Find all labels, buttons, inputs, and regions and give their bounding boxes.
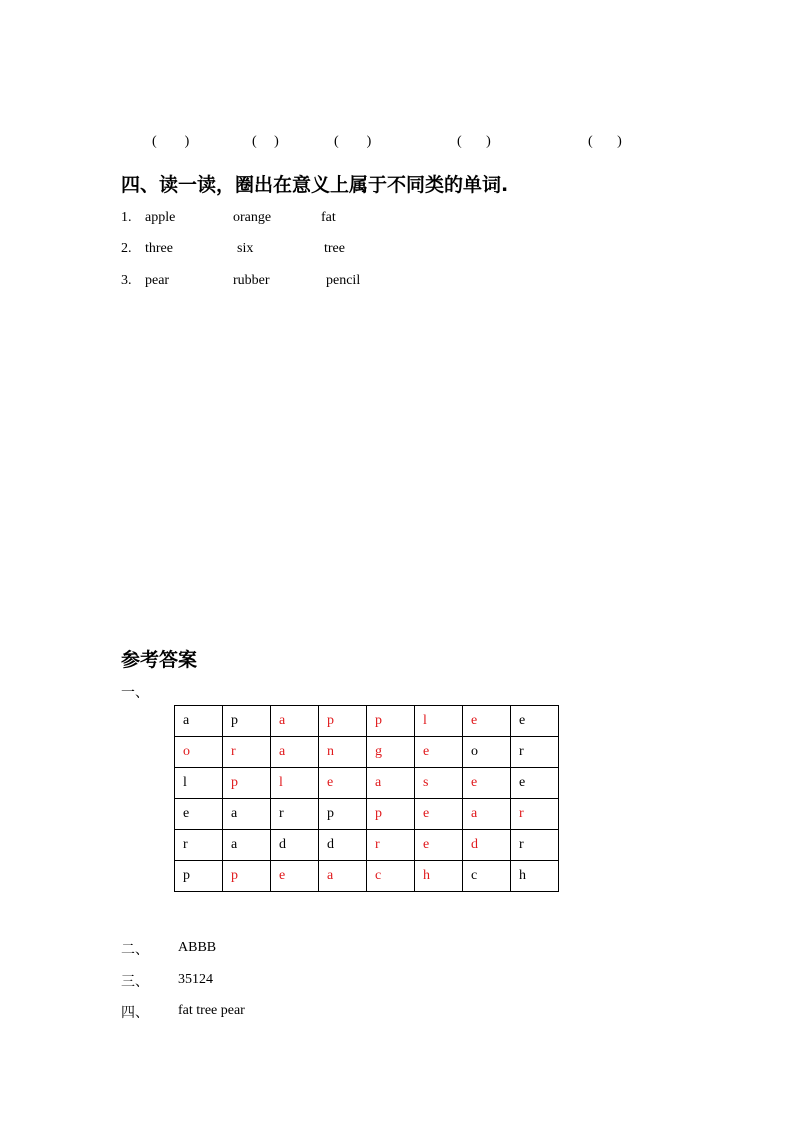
grid-cell: h (415, 861, 463, 892)
word: rubber (233, 273, 270, 288)
grid-cell: p (319, 706, 367, 737)
grid-cell: a (367, 768, 415, 799)
grid-cell: r (271, 799, 319, 830)
word: apple (145, 210, 176, 225)
grid-cell: a (175, 706, 223, 737)
grid-cell: l (175, 768, 223, 799)
answer-blank-1: ( ) (152, 134, 190, 149)
answer-blank-3: ( ) (334, 134, 372, 149)
grid-cell: e (319, 768, 367, 799)
grid-row (175, 861, 559, 892)
answer-blank-4: ( ) (457, 134, 491, 149)
answer-part-2-value: ABBB (178, 940, 217, 955)
word: orange (233, 210, 272, 225)
grid-cell: p (223, 706, 271, 737)
grid-cell: e (415, 830, 463, 861)
grid-cell: h (511, 861, 559, 892)
word: fat (321, 210, 336, 225)
grid-cell: e (463, 706, 511, 737)
grid-cell: n (319, 737, 367, 768)
grid-cell: e (415, 737, 463, 768)
grid-cell: e (511, 768, 559, 799)
grid-cell: c (463, 861, 511, 892)
grid-row (175, 706, 559, 737)
grid-cell: d (319, 830, 367, 861)
grid-cell: a (223, 830, 271, 861)
grid-cell: l (271, 768, 319, 799)
grid-cell: d (463, 830, 511, 861)
answer-part-4-label: 四、 (121, 1005, 149, 1021)
grid-cell: a (463, 799, 511, 830)
grid-cell: r (367, 830, 415, 861)
grid-cell: s (415, 768, 463, 799)
grid-cell: e (175, 799, 223, 830)
grid-cell: g (367, 737, 415, 768)
answer-blank-5: ( ) (588, 134, 622, 149)
item-number: 1. (121, 210, 132, 225)
grid-cell: e (511, 706, 559, 737)
grid-cell: r (511, 799, 559, 830)
grid-cell: o (175, 737, 223, 768)
grid-cell: o (463, 737, 511, 768)
word: tree (324, 241, 345, 256)
grid-row (175, 737, 559, 768)
grid-cell: p (319, 799, 367, 830)
grid-cell: r (511, 737, 559, 768)
grid-row (175, 799, 559, 830)
answer-part-1-label: 一、 (121, 685, 149, 701)
word: six (237, 241, 254, 256)
grid-cell: r (223, 737, 271, 768)
grid-cell: p (367, 799, 415, 830)
item-number: 2. (121, 241, 132, 256)
grid-cell: p (175, 861, 223, 892)
answers-title: 参考答案 (121, 649, 198, 671)
word: three (145, 241, 173, 256)
grid-cell: a (271, 706, 319, 737)
grid-cell: p (367, 706, 415, 737)
grid-cell: p (223, 861, 271, 892)
grid-row (175, 768, 559, 799)
grid-cell: e (415, 799, 463, 830)
grid-cell: l (415, 706, 463, 737)
grid-cell: p (223, 768, 271, 799)
answer-part-4-value: fat tree pear (178, 1003, 245, 1018)
grid-cell: e (463, 768, 511, 799)
grid-cell: a (223, 799, 271, 830)
grid-cell: d (271, 830, 319, 861)
word-search-grid (174, 705, 559, 892)
grid-row (175, 830, 559, 861)
answer-part-2-label: 二、 (121, 942, 149, 958)
word: pear (145, 273, 170, 288)
grid-cell: c (367, 861, 415, 892)
answer-blank-2: ( ) (252, 134, 279, 149)
answer-part-3-value: 35124 (178, 972, 213, 987)
grid-cell: r (511, 830, 559, 861)
grid-cell: a (319, 861, 367, 892)
grid-cell: a (271, 737, 319, 768)
section-4-title: 四、读一读，圈出在意义上属于不同类的单词. (121, 174, 509, 196)
grid-cell: e (271, 861, 319, 892)
word: pencil (326, 273, 361, 288)
grid-cell: r (175, 830, 223, 861)
answer-part-3-label: 三、 (121, 974, 149, 990)
item-number: 3. (121, 273, 132, 288)
